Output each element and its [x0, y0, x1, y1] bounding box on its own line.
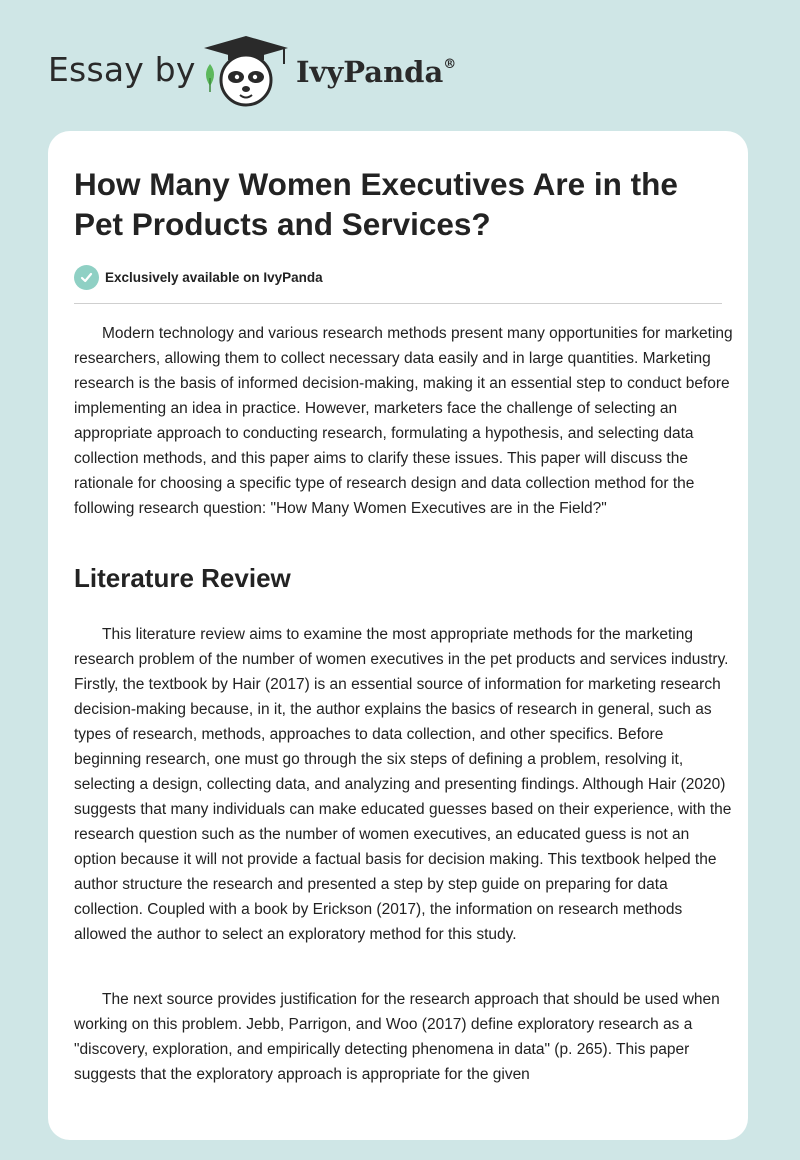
body-paragraph-2: The next source provides justification for the research approach that should be used when working on this problem. Jebb, Parrigon, and Woo (2017) define exploratory research as a "discovery, exploration, and empirically detecting phenomena in data" (p. 265). This paper suggests that the exploratory approach is appropriate for the given: [74, 991, 720, 1083]
badge-text: Exclusively available on IvyPanda: [105, 269, 323, 285]
intro-paragraph: Modern technology and various research methods present many opportunities for marketing researchers, allowing them to collect necessary data easily and in large quantities. Marketing research is the basis of informed decision-making, making it an essential step to conduct before implementing an idea in practice. However, marketers face the challenge of selecting an appropriate approach to conducting research, formulating a hypothesis, and selecting data collection methods, and this paper aims to clarify these issues. This paper will discuss the rationale for choosing a specific type of research design and data collection method for the following research question: "How Many Women Executives are in the Field?": [74, 325, 733, 517]
article-card: [48, 131, 748, 1140]
exclusive-badge: [74, 264, 323, 290]
panda-graduate-icon[interactable]: [200, 34, 292, 108]
page-title: How Many Women Executives Are in the Pet Products and Services?: [74, 166, 678, 242]
divider: [74, 303, 722, 304]
body-paragraph-1: This literature review aims to examine the most appropriate methods for the marketing research problem of the number of women executives in the pet products and services industry. Firstly, the textbook by Hair (2017) is an essential source of information for marketing research decision-making because, in it, the author explains the basics of research in general, such as types of research, methods, approaches to data collection, and other specifics. Before beginning research, one must go through the six steps of defining a problem, resolving it, selecting a design, collecting data, and analyzing and presenting findings. Although Hair (2020) suggests that many individuals can make educated guesses based on their experience, with the research question such as the number of women executives, an educated guess is not an option because it will not provide a factual basis for decision making. This textbook helped the author structure the research and presented a step by step guide on preparing for data collection. Coupled with a book by Erickson (2017), the information on research methods allowed the author to select an exploratory method for this study.: [74, 626, 732, 943]
site-header: [0, 0, 800, 130]
check-icon: [74, 265, 99, 290]
brand-name[interactable]: IvyPanda®: [296, 55, 457, 89]
brand-prefix: Essay by: [48, 50, 196, 89]
section-heading: Literature Review: [74, 563, 291, 593]
